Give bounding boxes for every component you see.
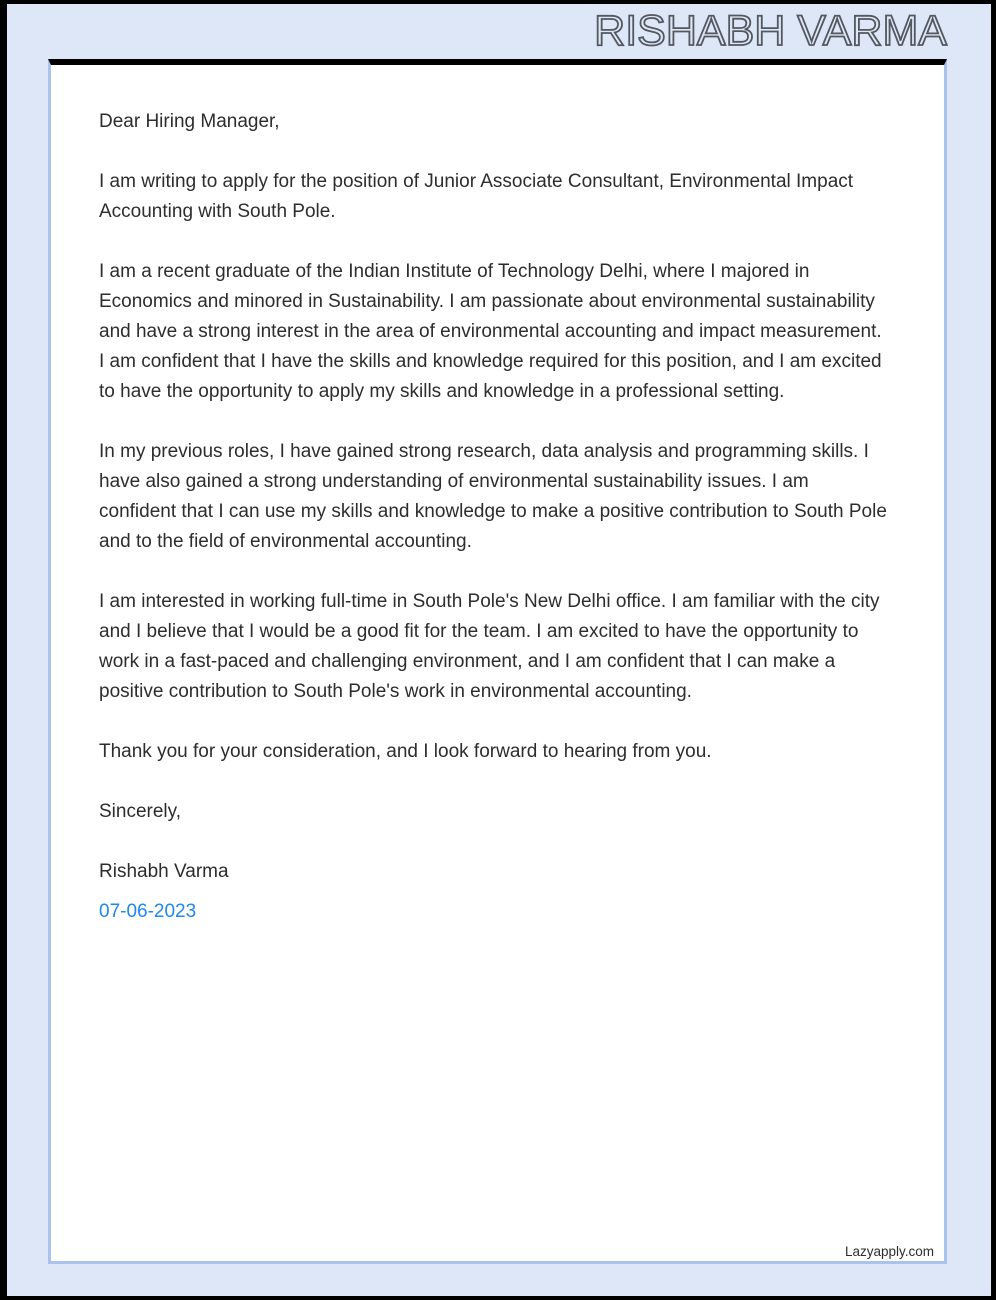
signature-name: Rishabh Varma [99, 861, 229, 882]
paragraph-thanks: Thank you for your consideration, and I look forward to hearing from you. [99, 741, 712, 762]
paragraph-location: I am interested in working full-time in South Pole's New Delhi office. I am familiar with the city and I believe that I would be a good fit for the team. I am excited to have the opportunity to work in a fast-paced and challenging environment, and I am confident that I can make a positive contribution to South Pole's work in environmental accounting. [99, 591, 880, 702]
paragraph-background: I am a recent graduate of the Indian Institute of Technology Delhi, where I majored in Economics and minored in Sustainability. I am passionate about environmental sustainability and have a strong interest in the area of environmental accounting and impact measurement. I am confident that I have the skills and knowledge required for this position, and I am excited to have the opportunity to apply my skills and knowledge in a professional setting. [99, 261, 882, 402]
paragraph-skills: In my previous roles, I have gained strong research, data analysis and programming skills. I have also gained a strong understanding of environmental sustainability issues. I am confident that I can use my skills and knowledge to make a positive contribution to South Pole and to the field of environmental accounting. [99, 441, 887, 552]
header [48, 4, 947, 59]
closing: Sincerely, [99, 801, 182, 822]
letter-panel [48, 59, 947, 1264]
letter-date: 07-06-2023 [99, 901, 197, 922]
letter-body [51, 65, 944, 927]
salutation: Dear Hiring Manager, [99, 111, 280, 132]
watermark: Lazyapply.com [844, 1244, 934, 1259]
paragraph-position: I am writing to apply for the position of Junior Associate Consultant, Environmental Impact Accounting with South Pole. [99, 171, 854, 222]
header-name: RISHABH VARMA [594, 7, 947, 55]
